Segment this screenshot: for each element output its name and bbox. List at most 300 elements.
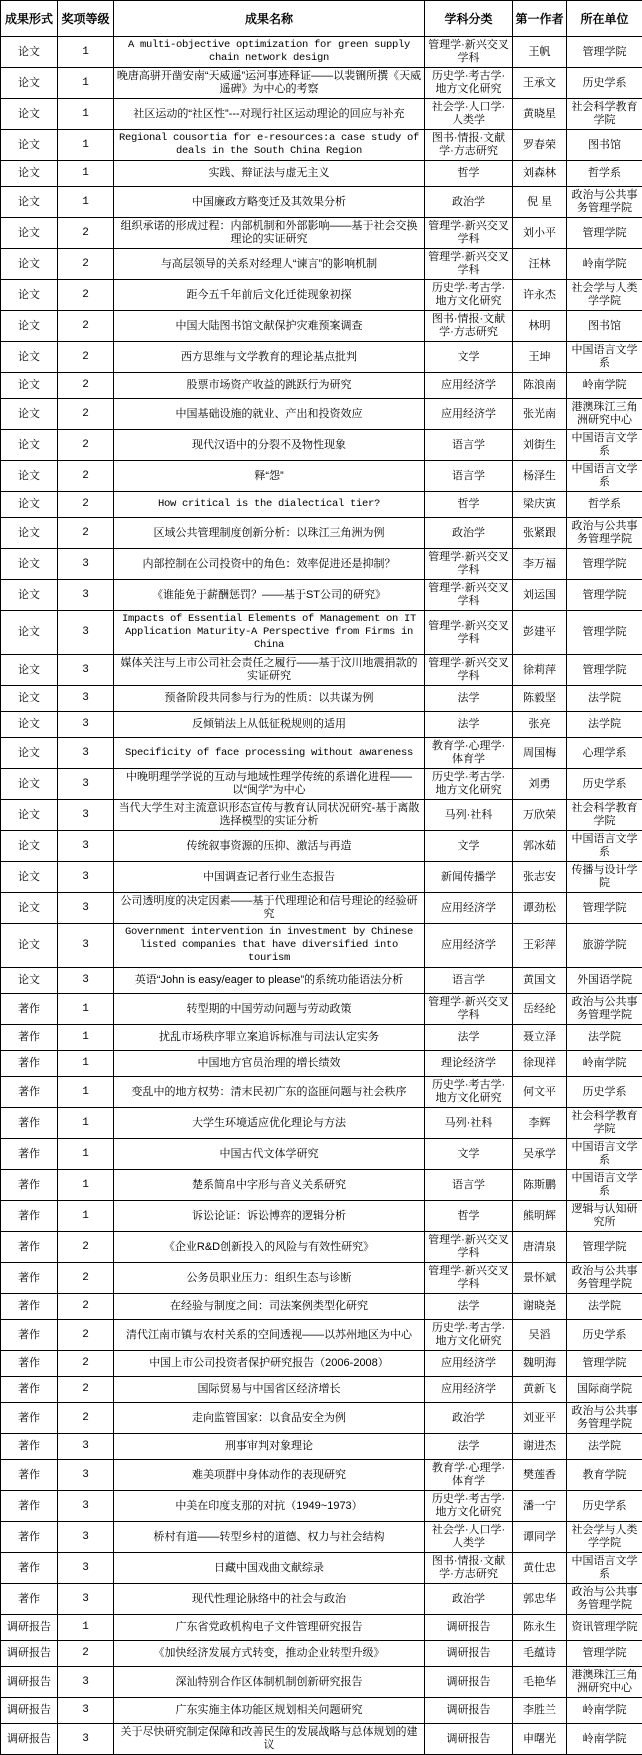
- cell-level: 1: [58, 68, 114, 99]
- cell-title: 媒体关注与上市公司社会责任之履行——基于汶川地震捐款的实证研究: [114, 655, 425, 686]
- column-header-1: 奖项等级: [58, 1, 114, 37]
- cell-discipline: 调研报告: [425, 1698, 513, 1724]
- cell-form: 著作: [1, 1025, 58, 1051]
- cell-discipline: 管理学·新兴交叉学科: [425, 655, 513, 686]
- cell-author: 彭建平: [513, 611, 567, 655]
- cell-author: 郭忠华: [513, 1584, 567, 1615]
- cell-author: 张亮: [513, 712, 567, 738]
- cell-unit: 中国语言文学系: [567, 1553, 642, 1584]
- cell-form: 论文: [1, 686, 58, 712]
- cell-form: 著作: [1, 1263, 58, 1294]
- cell-discipline: 管理学·新兴交叉学科: [425, 580, 513, 611]
- cell-discipline: 马列·社科: [425, 800, 513, 831]
- cell-author: 刘街生: [513, 430, 567, 461]
- cell-discipline: 管理学·新兴交叉学科: [425, 1263, 513, 1294]
- cell-form: 著作: [1, 1201, 58, 1232]
- cell-discipline: 历史学·考古学·地方文化研究: [425, 68, 513, 99]
- table-row: [1, 1377, 642, 1403]
- cell-unit: 管理学院: [567, 218, 642, 249]
- cell-discipline: 政治学: [425, 187, 513, 218]
- cell-discipline: 管理学·新兴交叉学科: [425, 549, 513, 580]
- table-row: [1, 611, 642, 655]
- cell-discipline: 哲学: [425, 161, 513, 187]
- cell-author: 谢进杰: [513, 1434, 567, 1460]
- cell-discipline: 语言学: [425, 430, 513, 461]
- cell-discipline: 法学: [425, 1294, 513, 1320]
- cell-author: 熊明辉: [513, 1201, 567, 1232]
- cell-title: 反倾销法上从低征税规则的适用: [114, 712, 425, 738]
- cell-author: 毛艳华: [513, 1667, 567, 1698]
- cell-form: 论文: [1, 461, 58, 492]
- cell-discipline: 新闻传播学: [425, 862, 513, 893]
- cell-discipline: 社会学·人口学·人类学: [425, 99, 513, 130]
- cell-author: 黄新飞: [513, 1377, 567, 1403]
- cell-title: 国际贸易与中国省区经济增长: [114, 1377, 425, 1403]
- cell-level: 3: [58, 862, 114, 893]
- cell-discipline: 管理学·新兴交叉学科: [425, 611, 513, 655]
- cell-level: 1: [58, 994, 114, 1025]
- table-row: [1, 130, 642, 161]
- cell-title: 中美在印度支那的对抗（1949~1973）: [114, 1491, 425, 1522]
- cell-form: 论文: [1, 518, 58, 549]
- cell-level: 2: [58, 430, 114, 461]
- table-row: [1, 1615, 642, 1641]
- cell-unit: 管理学院: [567, 893, 642, 924]
- cell-author: 李万福: [513, 549, 567, 580]
- table-row: [1, 1320, 642, 1351]
- cell-author: 陈毅坚: [513, 686, 567, 712]
- cell-author: 周国梅: [513, 738, 567, 769]
- cell-unit: 教育学院: [567, 1460, 642, 1491]
- cell-level: 3: [58, 1434, 114, 1460]
- cell-form: 论文: [1, 130, 58, 161]
- cell-discipline: 图书·情报·文献学·方志研究: [425, 311, 513, 342]
- cell-title: 清代江南市镇与农村关系的空间透视——以苏州地区为中心: [114, 1320, 425, 1351]
- cell-discipline: 政治学: [425, 518, 513, 549]
- table-row: [1, 800, 642, 831]
- cell-discipline: 历史学·考古学·地方文化研究: [425, 280, 513, 311]
- cell-form: 论文: [1, 655, 58, 686]
- cell-form: 论文: [1, 218, 58, 249]
- cell-author: 魏明海: [513, 1351, 567, 1377]
- cell-unit: 管理学院: [567, 611, 642, 655]
- cell-unit: 管理学院: [567, 1641, 642, 1667]
- cell-title: How critical is the dialectical tier?: [114, 492, 425, 518]
- table-row: [1, 893, 642, 924]
- cell-unit: 管理学院: [567, 580, 642, 611]
- cell-form: 著作: [1, 1051, 58, 1077]
- cell-title: 难美项群中身体动作的表现研究: [114, 1460, 425, 1491]
- table-row: [1, 831, 642, 862]
- cell-form: 论文: [1, 37, 58, 68]
- cell-level: 1: [58, 130, 114, 161]
- cell-author: 何文平: [513, 1077, 567, 1108]
- column-header-2: 成果名称: [114, 1, 425, 37]
- cell-author: 杨泽生: [513, 461, 567, 492]
- cell-unit: 历史学系: [567, 1320, 642, 1351]
- cell-title: Specificity of face processing without awareness: [114, 738, 425, 769]
- cell-author: 梁庆寅: [513, 492, 567, 518]
- cell-author: 谢晓尧: [513, 1294, 567, 1320]
- cell-discipline: 历史学·考古学·地方文化研究: [425, 1491, 513, 1522]
- cell-level: 3: [58, 1724, 114, 1755]
- table-row: [1, 373, 642, 399]
- table-row: [1, 968, 642, 994]
- cell-author: 陈斯鹏: [513, 1170, 567, 1201]
- cell-level: 2: [58, 461, 114, 492]
- cell-unit: 图书馆: [567, 130, 642, 161]
- cell-form: 论文: [1, 611, 58, 655]
- cell-discipline: 教育学·心理学·体育学: [425, 738, 513, 769]
- cell-unit: 中国语言文学系: [567, 342, 642, 373]
- cell-author: 刘亚平: [513, 1403, 567, 1434]
- cell-title: 股票市场资产收益的跳跃行为研究: [114, 373, 425, 399]
- cell-level: 2: [58, 373, 114, 399]
- cell-author: 聂立泽: [513, 1025, 567, 1051]
- cell-unit: 历史学系: [567, 769, 642, 800]
- cell-level: 3: [58, 686, 114, 712]
- cell-discipline: 应用经济学: [425, 373, 513, 399]
- cell-title: 中国基础设施的就业、产出和投资效应: [114, 399, 425, 430]
- table-row: [1, 461, 642, 492]
- cell-unit: 岭南学院: [567, 1698, 642, 1724]
- cell-title: 诉讼论证：诉讼博弈的逻辑分析: [114, 1201, 425, 1232]
- cell-level: 1: [58, 37, 114, 68]
- cell-title: 广东省党政机构电子文件管理研究报告: [114, 1615, 425, 1641]
- cell-author: 黄晓星: [513, 99, 567, 130]
- cell-title: 当代大学生对主流意识形态宣传与教育认同状况研究-基于离散选择模型的实证分析: [114, 800, 425, 831]
- cell-unit: 历史学系: [567, 1491, 642, 1522]
- cell-author: 张紧跟: [513, 518, 567, 549]
- cell-unit: 社会学与人类学学院: [567, 1522, 642, 1553]
- cell-author: 刘小平: [513, 218, 567, 249]
- cell-form: 论文: [1, 399, 58, 430]
- cell-title: 内部控制在公司投资中的角色：效率促进还是抑制？: [114, 549, 425, 580]
- column-header-3: 学科分类: [425, 1, 513, 37]
- cell-author: 汪林: [513, 249, 567, 280]
- cell-form: 论文: [1, 924, 58, 968]
- table-row: [1, 399, 642, 430]
- cell-author: 林明: [513, 311, 567, 342]
- table-row: [1, 1294, 642, 1320]
- cell-title: 现代性理论脉络中的社会与政治: [114, 1584, 425, 1615]
- cell-unit: 港澳珠江三角洲研究中心: [567, 399, 642, 430]
- cell-level: 2: [58, 1320, 114, 1351]
- cell-level: 3: [58, 738, 114, 769]
- cell-title: 与高层领导的关系对经理人“谏言”的影响机制: [114, 249, 425, 280]
- cell-level: 1: [58, 161, 114, 187]
- cell-author: 岳经纶: [513, 994, 567, 1025]
- cell-form: 论文: [1, 738, 58, 769]
- cell-title: 现代汉语中的分裂不及物性现象: [114, 430, 425, 461]
- cell-level: 3: [58, 769, 114, 800]
- cell-level: 2: [58, 249, 114, 280]
- cell-form: 著作: [1, 1139, 58, 1170]
- cell-level: 3: [58, 712, 114, 738]
- cell-title: 扰乱市场秩序罪立案追诉标准与司法认定实务: [114, 1025, 425, 1051]
- cell-level: 2: [58, 518, 114, 549]
- cell-form: 论文: [1, 862, 58, 893]
- cell-title: 深汕特别合作区体制机制创新研究报告: [114, 1667, 425, 1698]
- cell-discipline: 应用经济学: [425, 893, 513, 924]
- cell-author: 王承文: [513, 68, 567, 99]
- cell-unit: 逻辑与认知研究所: [567, 1201, 642, 1232]
- cell-author: 谭劲松: [513, 893, 567, 924]
- cell-discipline: 马列·社科: [425, 1108, 513, 1139]
- cell-form: 论文: [1, 831, 58, 862]
- cell-discipline: 管理学·新兴交叉学科: [425, 37, 513, 68]
- cell-discipline: 社会学·人口学·人类学: [425, 1522, 513, 1553]
- cell-discipline: 法学: [425, 686, 513, 712]
- cell-unit: 中国语言文学系: [567, 1170, 642, 1201]
- cell-level: 3: [58, 549, 114, 580]
- cell-author: 张志安: [513, 862, 567, 893]
- cell-level: 2: [58, 1641, 114, 1667]
- cell-title: 中国大陆图书馆文献保护灾难预案调查: [114, 311, 425, 342]
- cell-title: 中国上市公司投资者保护研究报告（2006-2008）: [114, 1351, 425, 1377]
- cell-form: 调研报告: [1, 1641, 58, 1667]
- cell-level: 1: [58, 1201, 114, 1232]
- cell-discipline: 文学: [425, 831, 513, 862]
- table-row: [1, 712, 642, 738]
- cell-title: 组织承诺的形成过程：内部机制和外部影响——基于社会交换理论的实证研究: [114, 218, 425, 249]
- cell-unit: 历史学系: [567, 1077, 642, 1108]
- cell-title: 中晚明理学学说的互动与地域性理学传统的系谱化进程——以“闽学”为中心: [114, 769, 425, 800]
- cell-discipline: 应用经济学: [425, 399, 513, 430]
- cell-author: 王彩萍: [513, 924, 567, 968]
- cell-title: Impacts of Essential Elements of Management on IT Application Maturity-A Perspective from Firms in China: [114, 611, 425, 655]
- table-row: [1, 1201, 642, 1232]
- cell-title: 西方思维与文学教育的理论基点批判: [114, 342, 425, 373]
- cell-level: 3: [58, 800, 114, 831]
- cell-unit: 中国语言文学系: [567, 1139, 642, 1170]
- cell-form: 论文: [1, 342, 58, 373]
- cell-form: 调研报告: [1, 1698, 58, 1724]
- cell-discipline: 管理学·新兴交叉学科: [425, 994, 513, 1025]
- cell-unit: 历史学系: [567, 68, 642, 99]
- cell-form: 论文: [1, 249, 58, 280]
- cell-form: 著作: [1, 1170, 58, 1201]
- cell-title: 大学生环境适应优化理论与方法: [114, 1108, 425, 1139]
- cell-author: 陈永生: [513, 1615, 567, 1641]
- cell-form: 著作: [1, 1584, 58, 1615]
- cell-title: 英语“John is easy/eager to please”的系统功能语法分析: [114, 968, 425, 994]
- table-row: [1, 549, 642, 580]
- cell-title: 转型期的中国劳动问题与劳动政策: [114, 994, 425, 1025]
- cell-unit: 心理学系: [567, 738, 642, 769]
- table-row: [1, 1584, 642, 1615]
- cell-title: A multi-objective optimization for green supply chain network design: [114, 37, 425, 68]
- cell-discipline: 法学: [425, 712, 513, 738]
- cell-discipline: 哲学: [425, 1201, 513, 1232]
- cell-unit: 资讯管理学院: [567, 1615, 642, 1641]
- table-row: [1, 738, 642, 769]
- cell-level: 1: [58, 1108, 114, 1139]
- cell-unit: 哲学系: [567, 492, 642, 518]
- cell-author: 徐莉萍: [513, 655, 567, 686]
- cell-discipline: 文学: [425, 342, 513, 373]
- cell-unit: 政治与公共事务管理学院: [567, 994, 642, 1025]
- cell-unit: 旅游学院: [567, 924, 642, 968]
- cell-form: 著作: [1, 1351, 58, 1377]
- table-row: [1, 862, 642, 893]
- cell-unit: 管理学院: [567, 549, 642, 580]
- cell-title: 释“怨”: [114, 461, 425, 492]
- cell-discipline: 政治学: [425, 1403, 513, 1434]
- cell-author: 谭同学: [513, 1522, 567, 1553]
- cell-level: 3: [58, 1491, 114, 1522]
- cell-author: 毛蕴诗: [513, 1641, 567, 1667]
- table-row: [1, 1077, 642, 1108]
- table-row: [1, 430, 642, 461]
- cell-form: 论文: [1, 549, 58, 580]
- cell-form: 论文: [1, 430, 58, 461]
- table-row: [1, 68, 642, 99]
- table-row: [1, 187, 642, 218]
- cell-unit: 岭南学院: [567, 1724, 642, 1755]
- cell-discipline: 理论经济学: [425, 1051, 513, 1077]
- cell-title: 在经验与制度之间：司法案例类型化研究: [114, 1294, 425, 1320]
- table-row: [1, 1460, 642, 1491]
- cell-title: Government intervention in investment by Chinese listed companies that have diversified into tourism: [114, 924, 425, 968]
- cell-level: 3: [58, 580, 114, 611]
- cell-discipline: 文学: [425, 1139, 513, 1170]
- cell-unit: 中国语言文学系: [567, 461, 642, 492]
- cell-form: 论文: [1, 580, 58, 611]
- cell-discipline: 管理学·新兴交叉学科: [425, 249, 513, 280]
- table-row: [1, 37, 642, 68]
- table-row: [1, 1263, 642, 1294]
- cell-author: 吴滔: [513, 1320, 567, 1351]
- table-row: [1, 1522, 642, 1553]
- cell-author: 唐清泉: [513, 1232, 567, 1263]
- table-row: [1, 1108, 642, 1139]
- cell-form: 论文: [1, 311, 58, 342]
- cell-level: 3: [58, 924, 114, 968]
- cell-level: 1: [58, 1615, 114, 1641]
- cell-author: 王坤: [513, 342, 567, 373]
- cell-discipline: 历史学·考古学·地方文化研究: [425, 1320, 513, 1351]
- cell-form: 论文: [1, 968, 58, 994]
- cell-title: 刑事审判对象理论: [114, 1434, 425, 1460]
- cell-level: 2: [58, 1377, 114, 1403]
- cell-author: 罗春荣: [513, 130, 567, 161]
- cell-discipline: 语言学: [425, 461, 513, 492]
- cell-level: 3: [58, 1698, 114, 1724]
- cell-form: 著作: [1, 1077, 58, 1108]
- cell-form: 著作: [1, 1553, 58, 1584]
- cell-unit: 外国语学院: [567, 968, 642, 994]
- cell-level: 3: [58, 893, 114, 924]
- cell-form: 著作: [1, 1377, 58, 1403]
- cell-form: 论文: [1, 187, 58, 218]
- table-row: [1, 769, 642, 800]
- cell-title: 走向监管国家：以食品安全为例: [114, 1403, 425, 1434]
- cell-level: 2: [58, 311, 114, 342]
- cell-discipline: 法学: [425, 1025, 513, 1051]
- cell-discipline: 历史学·考古学·地方文化研究: [425, 1077, 513, 1108]
- table-row: [1, 1724, 642, 1755]
- cell-unit: 岭南学院: [567, 373, 642, 399]
- cell-level: 3: [58, 1522, 114, 1553]
- table-row: [1, 655, 642, 686]
- cell-title: 桥村有道——转型乡村的道德、权力与社会结构: [114, 1522, 425, 1553]
- cell-form: 著作: [1, 994, 58, 1025]
- cell-level: 3: [58, 611, 114, 655]
- column-header-4: 第一作者: [513, 1, 567, 37]
- cell-form: 著作: [1, 1320, 58, 1351]
- table-row: [1, 1553, 642, 1584]
- cell-form: 调研报告: [1, 1615, 58, 1641]
- cell-title: 中国调查记者行业生态报告: [114, 862, 425, 893]
- cell-discipline: 应用经济学: [425, 1351, 513, 1377]
- cell-level: 3: [58, 1667, 114, 1698]
- cell-unit: 岭南学院: [567, 1051, 642, 1077]
- cell-unit: 法学院: [567, 686, 642, 712]
- cell-form: 论文: [1, 373, 58, 399]
- cell-title: 日藏中国戏曲文献综录: [114, 1553, 425, 1584]
- cell-form: 著作: [1, 1491, 58, 1522]
- cell-form: 著作: [1, 1232, 58, 1263]
- cell-unit: 政治与公共事务管理学院: [567, 1584, 642, 1615]
- cell-unit: 管理学院: [567, 37, 642, 68]
- cell-unit: 社会学与人类学学院: [567, 280, 642, 311]
- cell-form: 调研报告: [1, 1724, 58, 1755]
- cell-title: Regional cousortia for e-resources:a case study of deals in the South China Region: [114, 130, 425, 161]
- cell-discipline: 图书·情报·文献学·方志研究: [425, 130, 513, 161]
- table-row: [1, 161, 642, 187]
- cell-title: 《谁能免于薪酬惩罚？——基于ST公司的研究》: [114, 580, 425, 611]
- cell-author: 刘运国: [513, 580, 567, 611]
- table-row: [1, 1170, 642, 1201]
- cell-author: 吴承学: [513, 1139, 567, 1170]
- cell-level: 2: [58, 342, 114, 373]
- cell-form: 论文: [1, 712, 58, 738]
- cell-form: 著作: [1, 1434, 58, 1460]
- cell-level: 1: [58, 1051, 114, 1077]
- cell-title: 《加快经济发展方式转变，推动企业转型升级》: [114, 1641, 425, 1667]
- cell-level: 1: [58, 187, 114, 218]
- table-row: [1, 311, 642, 342]
- cell-level: 3: [58, 968, 114, 994]
- table-row: [1, 280, 642, 311]
- cell-author: 黄仕忠: [513, 1553, 567, 1584]
- cell-discipline: 图书·情报·文献学·方志研究: [425, 1553, 513, 1584]
- cell-form: 调研报告: [1, 1667, 58, 1698]
- cell-level: 1: [58, 1077, 114, 1108]
- table-row: [1, 342, 642, 373]
- cell-unit: 法学院: [567, 1025, 642, 1051]
- cell-form: 论文: [1, 893, 58, 924]
- cell-discipline: 语言学: [425, 968, 513, 994]
- cell-unit: 社会科学教育学院: [567, 800, 642, 831]
- cell-level: 2: [58, 399, 114, 430]
- cell-title: 《企业R&D创新投入的风险与有效性研究》: [114, 1232, 425, 1263]
- cell-author: 樊莲香: [513, 1460, 567, 1491]
- cell-title: 关于尽快研究制定保障和改善民生的发展战略与总体规划的建议: [114, 1724, 425, 1755]
- table-body: [1, 37, 642, 1755]
- cell-form: 论文: [1, 161, 58, 187]
- cell-level: 3: [58, 1584, 114, 1615]
- cell-discipline: 历史学·考古学·地方文化研究: [425, 769, 513, 800]
- cell-unit: 法学院: [567, 1294, 642, 1320]
- cell-level: 1: [58, 99, 114, 130]
- cell-discipline: 调研报告: [425, 1641, 513, 1667]
- cell-unit: 传播与设计学院: [567, 862, 642, 893]
- table-row: [1, 1351, 642, 1377]
- cell-discipline: 语言学: [425, 1170, 513, 1201]
- table-header: [1, 1, 642, 37]
